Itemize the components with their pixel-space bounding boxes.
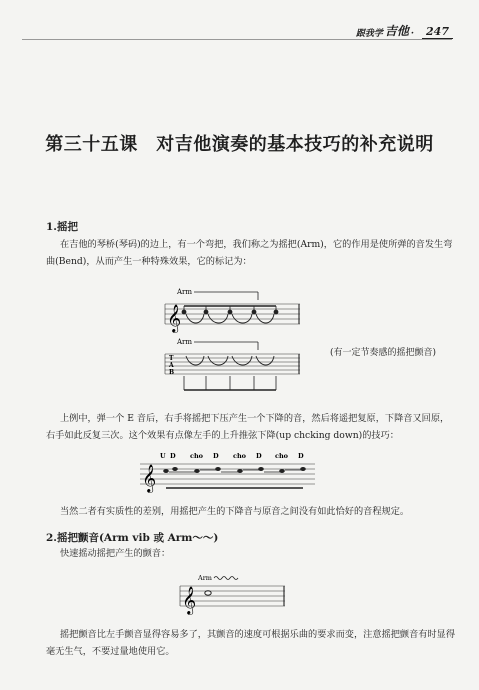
- header-dot: ·: [410, 29, 415, 39]
- arm-dip-curves-staff: [186, 314, 274, 323]
- bend-label-d: D: [170, 452, 176, 460]
- tab-stems: [184, 376, 276, 390]
- arm-label-tab: Arm: [177, 338, 193, 346]
- running-header: [356, 22, 453, 39]
- arm-vibrato-figure: [0, 570, 479, 620]
- arm-label-staff: Arm: [177, 288, 193, 296]
- tab-letter-a: A: [169, 362, 174, 369]
- bend-label-cho: cho: [233, 452, 247, 460]
- page-number: 247: [422, 25, 453, 39]
- bend-label-cho: cho: [275, 452, 289, 460]
- arm-dip-curves-tab: [186, 356, 274, 365]
- section2-paragraph2: 摇把颤音比左手颤音显得容易多了，其颤音的速度可根据乐曲的要求而变，注意摇把颤音有时显得毫无生气，不要过量地使用它。: [46, 629, 456, 657]
- whole-note: [205, 591, 211, 595]
- bend-label-d: D: [298, 452, 304, 460]
- section1-heading: 1.摇把: [46, 221, 78, 233]
- treble-clef-icon: 𝄞: [167, 304, 182, 332]
- note-stems: [182, 306, 278, 314]
- section1-paragraph2: 上例中，弹一个 E 音后，右手将摇把下压产生一个下降的音，然后将遥把复原，下降音又回原，右手如此反复三次。这个效果有点像左手的上升推弦下降(up chcking down)的技巧：: [46, 413, 450, 441]
- section1-paragraph: 在吉他的琴桥(琴码)的边上，有一个弯把，我们称之为摇把(Arm)，它的作用是使所弹的音发生弯曲(Bend)，从而产生一种特殊效果，它的标记为：: [46, 239, 453, 267]
- bend-label-cho: cho: [190, 452, 204, 460]
- bend-label-d: D: [213, 452, 219, 460]
- bend-notation-figure: [0, 448, 479, 498]
- header-rule: [22, 39, 452, 40]
- section2-heading: 2.摇把颤音(Arm vib 或 Arm～～): [46, 532, 219, 544]
- tab-letter-b: B: [169, 369, 175, 376]
- section2-paragraph: 快速摇动摇把产生的颤音：: [60, 548, 171, 559]
- bend-label-d: D: [256, 452, 262, 460]
- header-series: 跟我学: [355, 29, 383, 39]
- arm-vib-label: Arm: [198, 574, 212, 582]
- bend-staff: [140, 464, 315, 484]
- section1-paragraph3: 当然二者有实质性的差别，用摇把产生的下降音与原音之间没有如此恰好的音程规定。: [60, 506, 410, 517]
- figure-caption: (有一定节奏感的摇把颤音): [330, 348, 437, 358]
- header-brand: 吉他: [384, 24, 409, 38]
- treble-clef-icon: 𝄞: [182, 586, 197, 614]
- tab-letter-t: T: [169, 355, 174, 362]
- page-title: 第三十五课 对吉他演奏的基本技巧的补充说明: [45, 134, 434, 155]
- treble-clef-icon: 𝄞: [142, 464, 157, 492]
- bend-label-u: U: [160, 452, 166, 460]
- vibrato-wave-icon: [214, 577, 238, 580]
- bend-labels: [160, 452, 304, 460]
